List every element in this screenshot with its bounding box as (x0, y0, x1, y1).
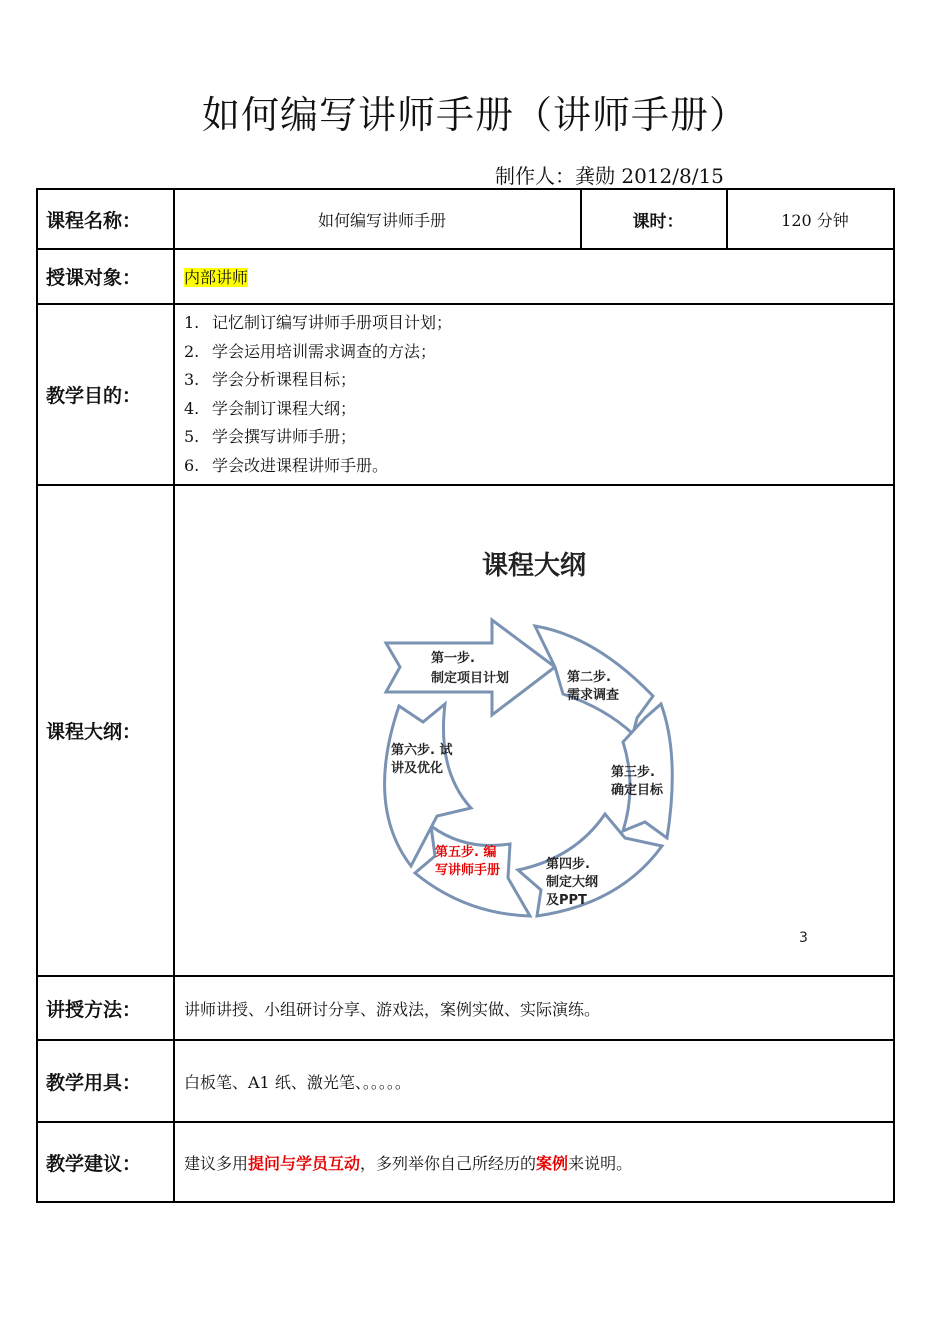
list-item: 2. 学会运用培训需求调查的方法； (184, 341, 437, 361)
diagram-title: 课程大纲 (481, 551, 587, 581)
step4-label-3: 及PPT (546, 893, 587, 908)
step4-label-2: 制定大纲 (546, 875, 599, 890)
course-name-label: 课程名称： (37, 189, 174, 249)
audience-value: 内部讲师 (184, 268, 249, 287)
row-audience (37, 249, 894, 304)
author-line: 制作人：龚勋 2012/8/15 (495, 164, 724, 188)
tools-label: 教学用具： (37, 1040, 174, 1122)
step3-label-2: 确定目标 (611, 783, 664, 798)
step2-label-2: 需求调查 (567, 688, 620, 703)
outline-diagram (175, 486, 895, 974)
step1-arrow-shape (386, 620, 555, 715)
advice-highlight-2: 案例 (536, 1153, 569, 1173)
row-method (37, 976, 894, 1040)
diagram-page-number: 3 (799, 930, 808, 946)
step3-label-1: 第三步. (611, 765, 655, 780)
step6-label-1: 第六步. 试 (391, 743, 453, 758)
cycle-diagram (175, 486, 895, 974)
advice-cell (174, 1122, 894, 1202)
objectives-label: 教学目的： (37, 304, 174, 485)
step1-label-2: 制定项目计划 (431, 671, 510, 686)
step5-label-1: 第五步. 编 (435, 845, 497, 860)
step2-label-1: 第二步. (567, 670, 611, 685)
step4-label-1: 第四步. (546, 857, 590, 872)
row-tools (37, 1040, 894, 1122)
advice-label: 教学建议： (37, 1122, 174, 1202)
method-value: 讲师讲授、小组研讨分享、游戏法，案例实做、实际演练。 (174, 976, 894, 1040)
objectives-list (184, 309, 893, 480)
row-objectives (37, 304, 894, 485)
step4-segment-shape (518, 814, 662, 916)
list-item: 4. 学会制订课程大纲； (184, 398, 357, 418)
row-course-name (37, 189, 894, 249)
outline-cell (174, 485, 894, 976)
row-advice (37, 1122, 894, 1202)
row-outline (37, 485, 894, 976)
step1-label-1: 第一步. (431, 651, 475, 666)
duration-label: 课时： (581, 189, 727, 249)
page-title: 如何编写讲师手册（讲师手册） (201, 93, 748, 137)
objectives-cell (174, 304, 894, 485)
list-item: 5. 学会撰写讲师手册； (184, 427, 357, 446)
outline-label: 课程大纲： (37, 485, 174, 976)
advice-text-3: 来说明。 (568, 1153, 633, 1173)
advice-highlight-1: 提问与学员互动 (248, 1153, 361, 1173)
advice-text-2: ，多列举你自己所经历的 (360, 1153, 537, 1173)
step5-label-2: 写讲师手册 (435, 863, 501, 878)
method-label: 讲授方法： (37, 976, 174, 1040)
advice-text-1: 建议多用 (184, 1153, 249, 1173)
course-name-value: 如何编写讲师手册 (174, 189, 581, 249)
duration-value: 120 分钟 (727, 189, 894, 249)
tools-value: 白板笔、A1 纸、激光笔、。。。。。 (174, 1040, 894, 1122)
list-item: 3. 学会分析课程目标； (184, 370, 357, 389)
list-item: 1. 记忆制订编写讲师手册项目计划； (184, 313, 453, 332)
course-table (36, 188, 895, 1203)
list-item: 6. 学会改进课程讲师手册。 (184, 455, 389, 475)
step6-label-2: 讲及优化 (391, 761, 444, 776)
audience-label: 授课对象： (37, 249, 174, 304)
audience-cell (174, 249, 894, 304)
